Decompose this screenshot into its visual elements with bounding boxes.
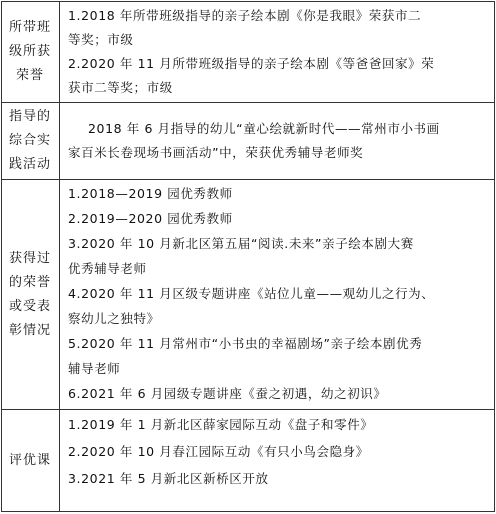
list-item: 4.2020 年 11 月区级专题讲座《站位儿童——观幼儿之行为、 — [68, 286, 435, 301]
list-item: 3.2021 年 5 月新北区新桥区开放 — [68, 471, 269, 486]
list-item-cont: 察幼儿之独特》 — [68, 311, 160, 326]
list-item: 2.2020 年 10 月春江园际互动《有只小鸟会隐身》 — [68, 444, 369, 459]
list-item-cont: 获市二等奖；市级 — [68, 80, 173, 95]
list-item: 1.2018—2019 园优秀教师 — [68, 186, 233, 201]
list-item: 2.2020 年 11 月所带班级指导的亲子绘本剧《等爸爸回家》荣 — [68, 56, 435, 71]
row-content — [60, 180, 495, 409]
list-item: 5.2020 年 11 月常州市“小书虫的幸福剧场”亲子绘本剧优秀 — [68, 336, 423, 351]
list-item: 1.2019 年 1 月新北区薛家园际互动《盘子和零件》 — [68, 417, 374, 432]
table-row — [1, 179, 495, 409]
list-item-cont: 等奖；市级 — [68, 32, 134, 47]
list-item: 2.2019—2020 园优秀教师 — [68, 211, 233, 226]
row-label: 获得过的荣誉或受表彰情况 — [1, 180, 60, 409]
table-row — [1, 409, 495, 512]
row-content — [60, 410, 495, 511]
row-content — [60, 2, 495, 102]
row-label: 指导的综合实践活动 — [1, 103, 60, 179]
row-content — [60, 103, 495, 179]
table-row — [1, 1, 495, 102]
list-item-cont: 辅导老师 — [68, 361, 121, 376]
paragraph-line: 2018 年 6 月指导的幼儿“童心绘就新时代——常州市小书画 — [88, 121, 440, 136]
list-item: 3.2020 年 10 月新北区第五届“阅读.未来”亲子绘本剧大赛 — [68, 236, 414, 251]
table-row — [1, 102, 495, 179]
list-item: 1.2018 年所带班级指导的亲子绘本剧《你是我眼》荣获市二 — [68, 8, 422, 23]
list-item-cont: 优秀辅导老师 — [68, 261, 147, 276]
row-label: 评优课 — [1, 410, 60, 511]
row-label: 所带班级所获荣誉 — [1, 2, 60, 102]
list-item: 6.2021 年 6 月园级专题讲座《蚕之初遇，幼之初识》 — [68, 386, 387, 401]
honors-table — [1, 1, 495, 512]
paragraph-line: 家百米长卷现场书画活动”中，荣获优秀辅导老师奖 — [68, 145, 364, 160]
